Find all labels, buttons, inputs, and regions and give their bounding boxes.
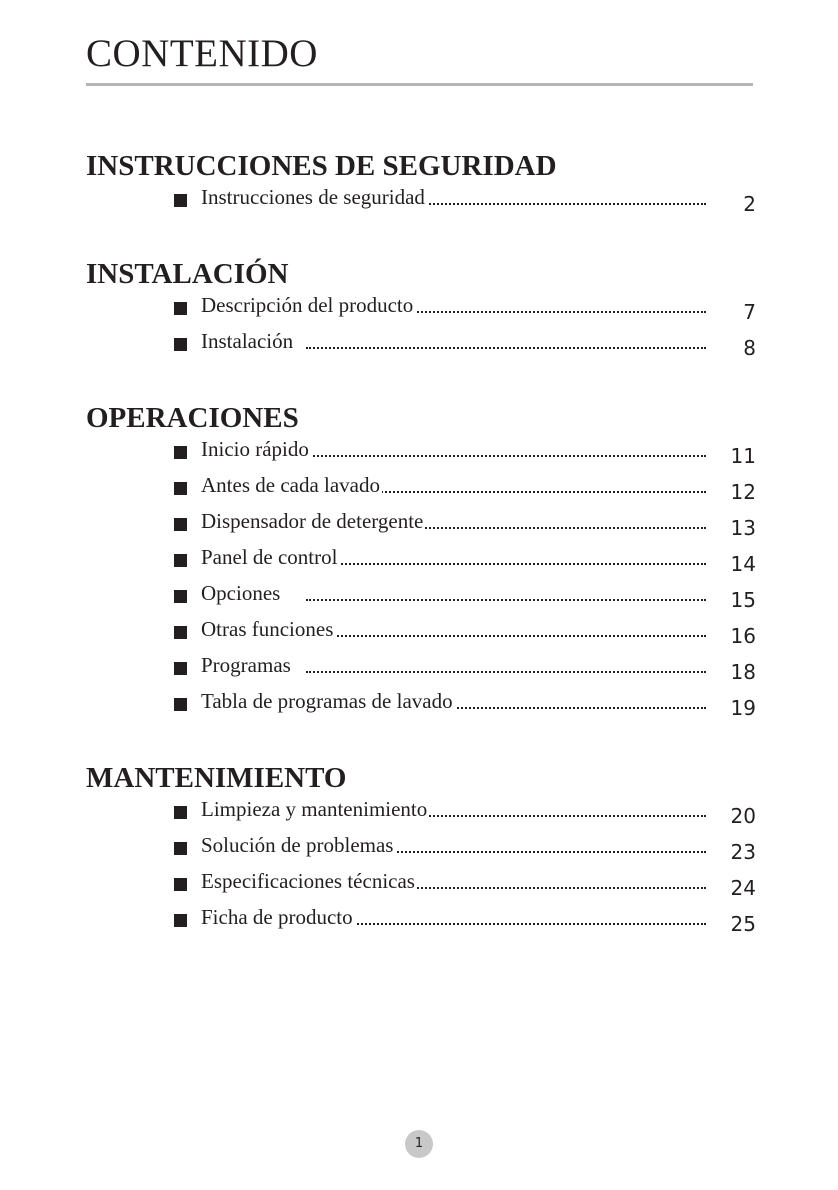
page-title: CONTENIDO — [86, 32, 318, 75]
toc-entry[interactable] — [86, 833, 756, 872]
toc-entry[interactable] — [86, 797, 756, 836]
square-bullet-icon — [174, 554, 187, 567]
toc-entry-label: Limpieza y mantenimiento — [201, 797, 428, 821]
toc-entry-page: 20 — [730, 804, 756, 828]
toc-section-mantenimiento — [86, 762, 756, 944]
toc-entry[interactable] — [86, 617, 756, 656]
toc-entry-page: 8 — [743, 336, 756, 360]
toc-entry-page: 16 — [730, 624, 756, 648]
toc-entry-label: Inicio rápido — [201, 437, 309, 461]
toc-entry-label: Panel de control — [201, 545, 338, 569]
toc-entry-label: Antes de cada lavado — [201, 473, 381, 497]
toc-entry-page: 23 — [730, 840, 756, 864]
dot-leader — [306, 561, 706, 565]
toc-entry[interactable] — [86, 545, 756, 584]
toc-entry-page: 7 — [743, 300, 756, 324]
toc-entry-page: 25 — [730, 912, 756, 936]
toc-entry-label: Opciones — [201, 581, 281, 605]
toc-entry[interactable] — [86, 869, 756, 908]
square-bullet-icon — [174, 914, 187, 927]
toc-entry-page: 11 — [730, 444, 756, 468]
toc-entry-label: Tabla de programas de lavado — [201, 689, 453, 713]
toc-entry-page: 2 — [743, 192, 756, 216]
toc-entry-page: 13 — [730, 516, 756, 540]
toc-entry-page: 15 — [730, 588, 756, 612]
square-bullet-icon — [174, 662, 187, 675]
toc-entry-label: Instrucciones de seguridad — [201, 185, 425, 209]
toc-entry-label: Descripción del producto — [201, 293, 414, 317]
square-bullet-icon — [174, 194, 187, 207]
toc-section-operaciones — [86, 402, 756, 728]
toc-entry[interactable] — [86, 509, 756, 548]
section-title: INSTALACIÓN — [86, 258, 289, 290]
toc-entry[interactable] — [86, 185, 756, 224]
dot-leader — [306, 345, 706, 349]
section-title: OPERACIONES — [86, 402, 299, 434]
section-title: MANTENIMIENTO — [86, 762, 347, 794]
toc-entry-label: Especificaciones técnicas — [201, 869, 415, 893]
toc-entry-label: Instalación — [201, 329, 294, 353]
toc-entry-page: 14 — [730, 552, 756, 576]
toc-entry[interactable] — [86, 905, 756, 944]
toc-entry-page: 24 — [730, 876, 756, 900]
dot-leader — [306, 597, 706, 601]
toc-entry[interactable] — [86, 293, 756, 332]
dot-leader — [306, 669, 706, 673]
section-title: INSTRUCCIONES DE SEGURIDAD — [86, 150, 557, 182]
toc-entry-label: Dispensador de detergente — [201, 509, 424, 533]
square-bullet-icon — [174, 482, 187, 495]
square-bullet-icon — [174, 878, 187, 891]
square-bullet-icon — [174, 698, 187, 711]
toc-entry-page: 12 — [730, 480, 756, 504]
toc-entry-page: 19 — [730, 696, 756, 720]
square-bullet-icon — [174, 446, 187, 459]
square-bullet-icon — [174, 626, 187, 639]
square-bullet-icon — [174, 518, 187, 531]
dot-leader — [306, 453, 706, 457]
toc-entry-label: Solución de problemas — [201, 833, 394, 857]
square-bullet-icon — [174, 842, 187, 855]
toc-entry-label: Otras funciones — [201, 617, 334, 641]
toc-entry-label: Programas — [201, 653, 291, 677]
square-bullet-icon — [174, 590, 187, 603]
toc-section-instalacion — [86, 258, 756, 368]
page-number-badge: 1 — [405, 1130, 433, 1158]
square-bullet-icon — [174, 806, 187, 819]
square-bullet-icon — [174, 302, 187, 315]
toc-entry[interactable] — [86, 581, 756, 620]
title-divider — [86, 83, 753, 86]
toc-entry[interactable] — [86, 653, 756, 692]
toc-entry-label: Ficha de producto — [201, 905, 353, 929]
dot-leader — [306, 633, 706, 637]
toc-entry[interactable] — [86, 473, 756, 512]
dot-leader — [306, 921, 706, 925]
toc-section-seguridad — [86, 150, 756, 224]
toc-entry[interactable] — [86, 689, 756, 728]
toc-entry[interactable] — [86, 329, 756, 368]
square-bullet-icon — [174, 338, 187, 351]
toc-entry-page: 18 — [730, 660, 756, 684]
toc-entry[interactable] — [86, 437, 756, 476]
